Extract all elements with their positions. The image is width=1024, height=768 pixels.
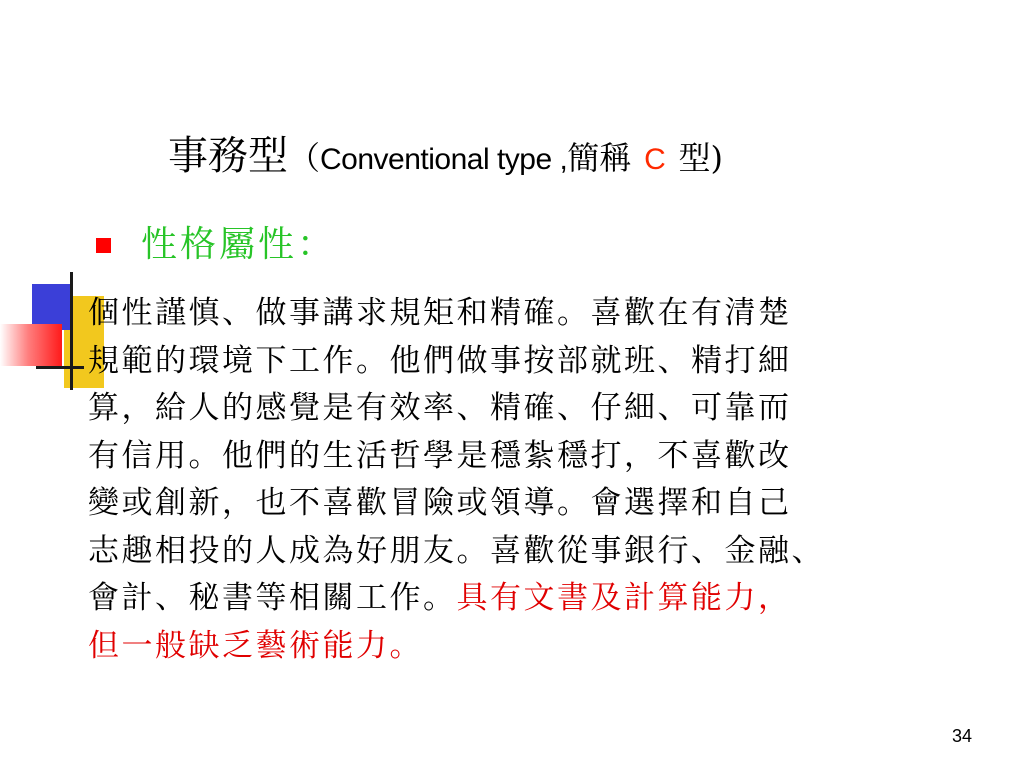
body-line: 志趣相投的人成為好朋友。喜歡從事銀行、金融、 — [88, 532, 825, 569]
title-english: Conventional type , — [320, 143, 568, 176]
heading-bullet-row — [96, 220, 336, 270]
body-line-text: 會計、秘書等相關工作。 — [88, 580, 457, 616]
title-open-paren: （ — [288, 139, 321, 177]
title-abbr: 簡稱 — [567, 139, 632, 177]
title-letter: C — [644, 143, 666, 176]
title-suffix: 型) — [678, 139, 723, 177]
title-chinese: 事務型 — [168, 133, 288, 179]
body-line: 算，給人的感覺是有效率、精確、仔細、可靠而 — [88, 390, 792, 426]
body-line: 變或創新，也不喜歡冒險或領導。會選擇和自己 — [88, 485, 792, 521]
decor-red-gradient-block — [0, 324, 62, 366]
slide-title — [168, 126, 723, 190]
decor-horizontal-line — [36, 366, 84, 369]
page-number: 34 — [951, 726, 972, 746]
body-line: 有信用。他們的生活哲學是穩紮穩打，不喜歡改 — [88, 437, 792, 474]
square-bullet-icon — [96, 238, 111, 253]
section-heading: 性格屬性： — [141, 224, 337, 265]
highlight-text: 具有文書及計算能力， — [456, 580, 792, 616]
body-line: 規範的環境下工作。他們做事按部就班、精打細 — [88, 342, 792, 379]
decor-vertical-line — [70, 272, 73, 390]
highlight-line: 但一般缺乏藝術能力。 — [88, 627, 423, 664]
body-line: 個性謹慎、做事講求規矩和精確。喜歡在有清楚 — [88, 295, 792, 331]
body-paragraph — [88, 290, 968, 670]
body-line-mixed — [88, 575, 968, 623]
